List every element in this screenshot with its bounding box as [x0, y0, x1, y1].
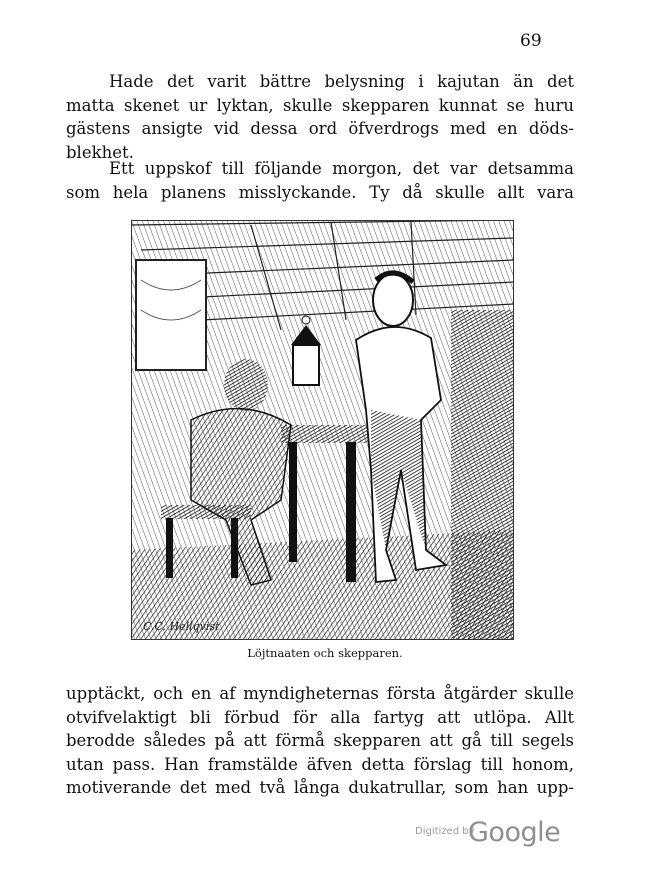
text-line: motiverande det med två långa dukatrullar, som han upp-	[66, 778, 574, 797]
text-line: Hade det varit bättre belysning i kajutan än det	[109, 72, 574, 91]
text-line: gästens ansigte vid dessa ord öfverdrogs med en döds-	[66, 119, 574, 138]
illustration-caption: Löjtnaaten och skepparen.	[247, 646, 403, 660]
text-line: utan pass. Han framstälde äfven detta förslag till honom,	[66, 754, 574, 774]
text-line: som hela planens misslyckande. Ty då skulle allt vara	[66, 182, 574, 202]
page-number: 69	[520, 31, 542, 51]
text-line: otvifvelaktigt bli förbud för alla fartyg att utlöpa. Allt	[66, 707, 574, 727]
engraving-illustration	[131, 220, 514, 640]
digitized-by-label: Digitized by	[415, 826, 475, 837]
text-line: blekhet.	[66, 142, 134, 162]
text-line: upptäckt, och en af myndigheternas första åtgärder skulle	[66, 684, 574, 703]
paragraph-3	[66, 682, 574, 800]
artist-signature: C.C. Hellqvist	[143, 620, 220, 633]
text-line: matta skenet ur lyktan, skulle skepparen kunnat se huru	[66, 95, 574, 115]
google-watermark: Google	[468, 817, 561, 848]
text-line: Ett uppskof till följande morgon, det var detsamma	[109, 159, 574, 178]
paragraph-2	[66, 157, 574, 204]
paragraph-1	[66, 70, 574, 164]
text-line: berodde således på att förmå skepparen att gå till segels	[66, 731, 574, 750]
